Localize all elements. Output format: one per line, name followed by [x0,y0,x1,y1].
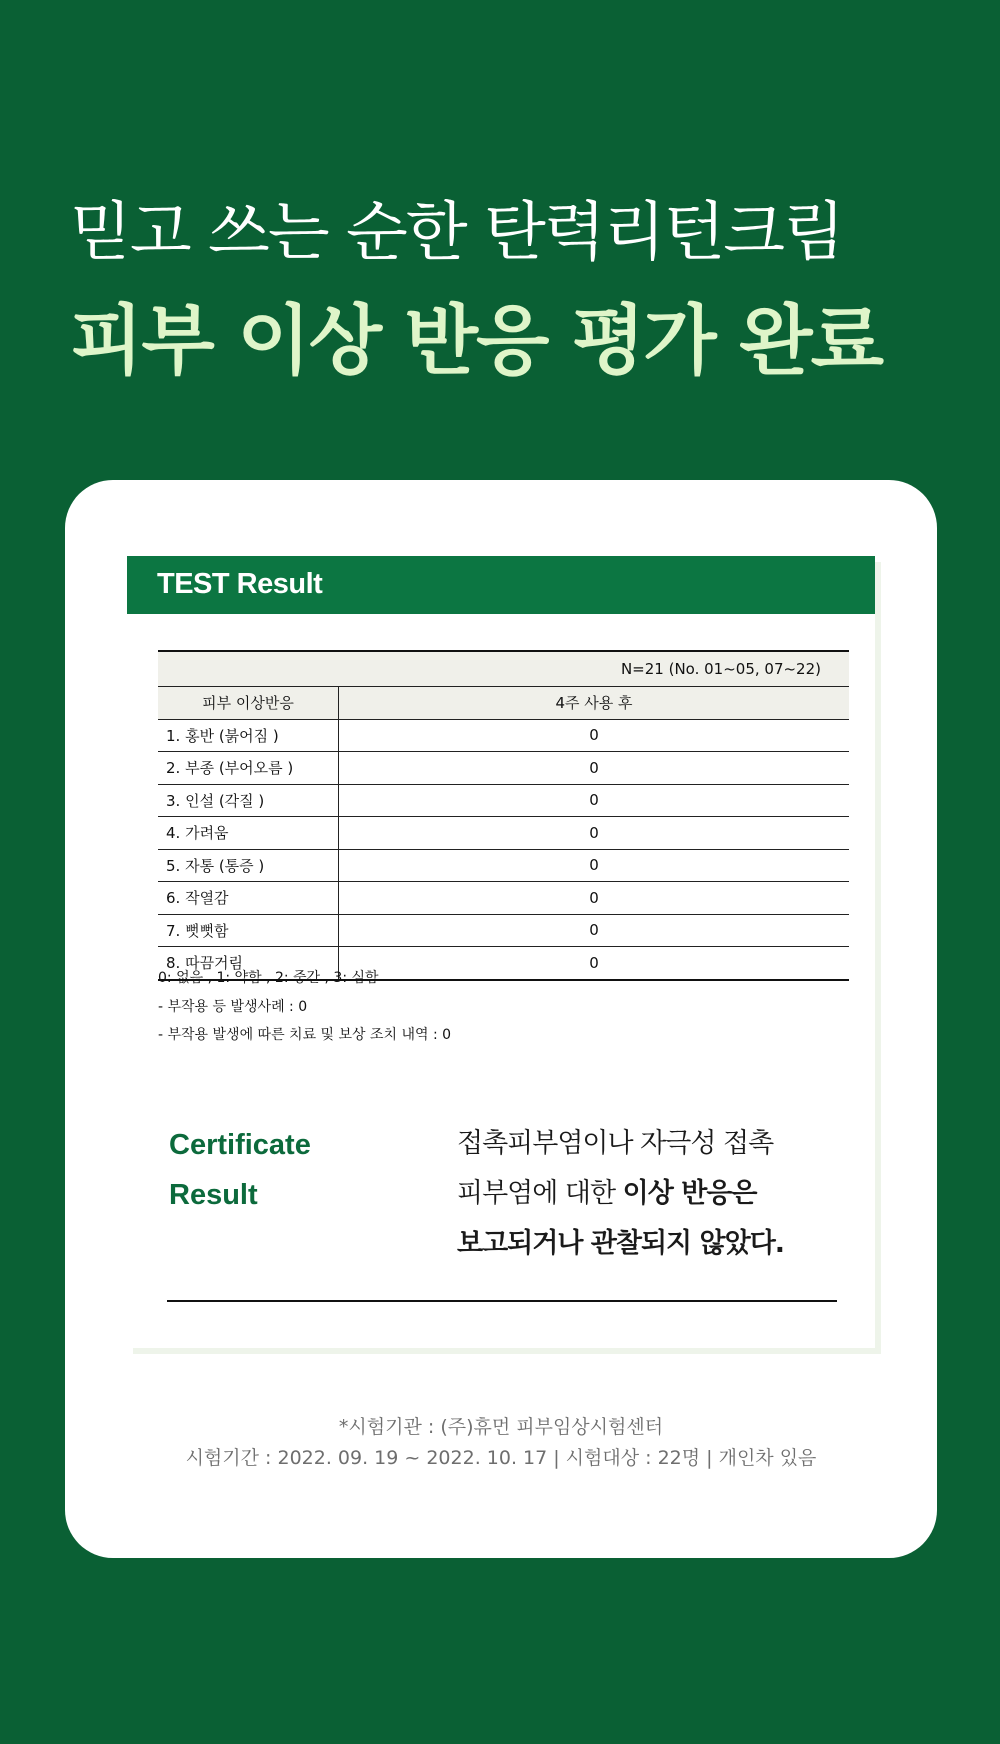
headline-title: 피부 이상 반응 평가 완료 [70,296,882,385]
headline-subtitle: 믿고 쓰는 순한 탄력리턴크림 [70,196,843,270]
reaction-score: 0 [339,817,850,850]
reaction-label: 4. 가려움 [158,817,339,850]
table-row [158,719,849,752]
table-row [158,882,849,915]
certificate-title-line1: Certificate [169,1129,311,1161]
reaction-label: 2. 부종 (부어오름 ) [158,752,339,785]
certificate-title [169,1120,311,1220]
certificate-statement-line3 [457,1219,877,1269]
table-header-row [158,687,849,720]
reaction-score: 0 [339,752,850,785]
reaction-label: 6. 작열감 [158,882,339,915]
certificate-statement-emphasis: 이상 반응은 [622,1178,757,1209]
side-effect-note: - 부작용 등 발생사례 : 0 [158,998,308,1015]
certificate-statement [457,1119,877,1269]
column-header-reaction: 피부 이상반응 [158,687,339,720]
table-row [158,914,849,947]
sample-size-row [158,651,849,687]
test-result-header [127,556,875,614]
column-header-after-4-weeks: 4주 사용 후 [339,687,850,720]
test-info-footnote [65,1412,937,1474]
reaction-label: 7. 뻣뻣함 [158,914,339,947]
reaction-score: 0 [339,947,850,980]
sample-size-note: N=21 (No. 01~05, 07~22) [158,651,849,687]
skin-reaction-table [158,650,849,981]
test-institution: *시험기관 : (주)휴먼 피부임상시험센터 [338,1416,664,1438]
certificate-statement-line2 [457,1169,877,1219]
reaction-label: 1. 홍반 (붉어짐 ) [158,719,339,752]
result-card [65,480,937,1558]
test-result-title: TEST Result [157,568,323,600]
reaction-score: 0 [339,849,850,882]
table-row [158,752,849,785]
reaction-score: 0 [339,914,850,947]
reaction-label: 3. 인설 (각질 ) [158,784,339,817]
score-legend-note: 0: 없음 , 1: 약함 , 2: 중간 , 3: 심함 [158,970,379,986]
table-row [158,817,849,850]
reaction-label: 5. 자통 (통증 ) [158,849,339,882]
certificate-statement-line1: 접촉피부염이나 자극성 접촉 [457,1128,774,1159]
headline [70,188,950,396]
test-period-info: 시험기간 : 2022. 09. 19 ~ 2022. 10. 17 | 시험대상 : 22명 | 개인차 있음 [185,1447,817,1469]
reaction-score: 0 [339,882,850,915]
certificate-title-line2: Result [169,1179,258,1211]
treatment-note: - 부작용 발생에 따른 치료 및 보상 조치 내역 : 0 [158,1027,452,1043]
table-notes [158,964,858,1050]
reaction-score: 0 [339,719,850,752]
test-result-panel [127,556,875,1348]
reaction-label: 8. 따끔거림 [158,947,339,980]
table-row [158,849,849,882]
certificate-divider [167,1300,837,1302]
certificate-statement-normal: 피부염에 대한 [457,1178,623,1209]
table-row [158,784,849,817]
reaction-score: 0 [339,784,850,817]
certificate-statement-conclusion: 보고되거나 관찰되지 않았다. [457,1228,785,1259]
